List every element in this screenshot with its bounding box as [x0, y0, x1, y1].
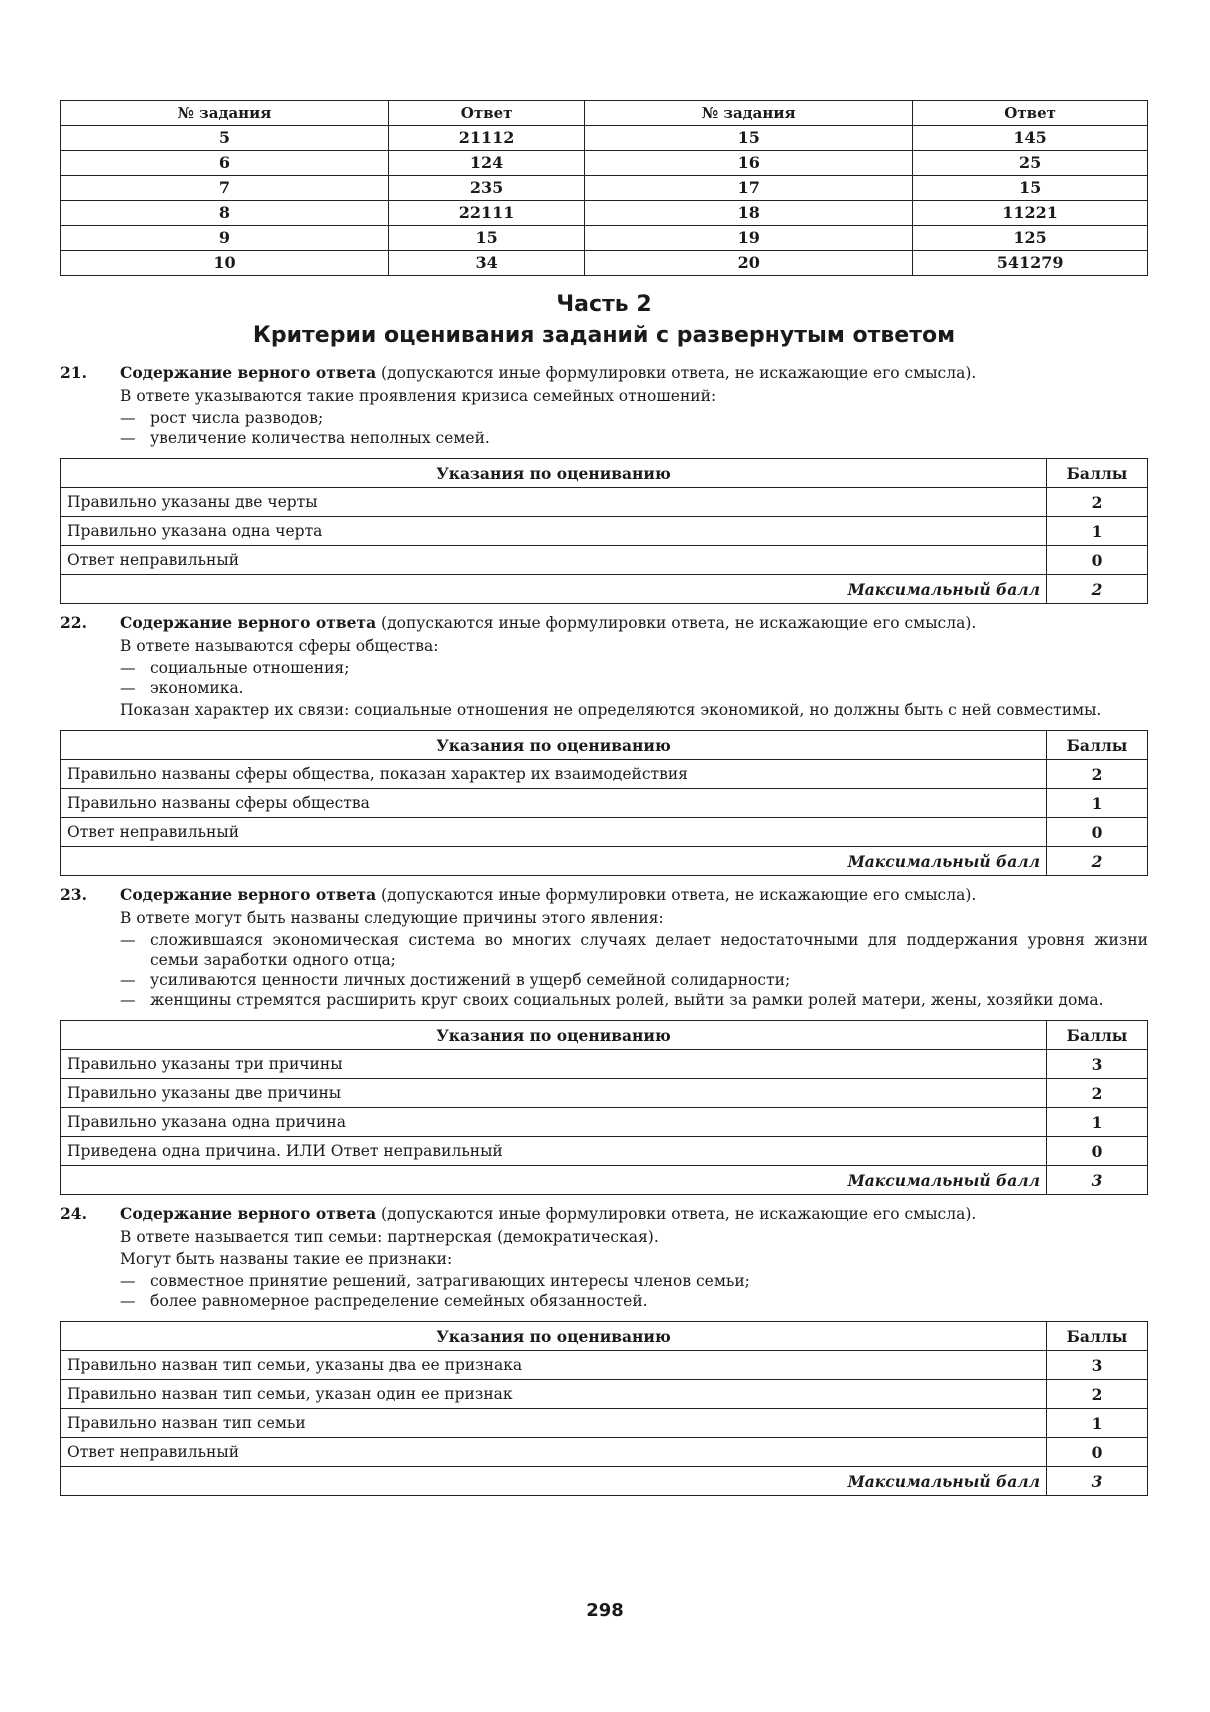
task-lead-rest: (допускаются иные формулировки ответа, не искажающие его смысла). — [376, 364, 977, 382]
task-intro: В ответе называются сферы общества: — [120, 637, 439, 655]
max-score-row: Максимальный балл 2 — [61, 847, 1148, 876]
table-row: Правильно назван тип семьи, указан один ее признак 2 — [61, 1380, 1148, 1409]
task-heading — [60, 884, 1148, 906]
cell: 10 — [61, 251, 389, 276]
cell: 5 — [61, 126, 389, 151]
points-header: Баллы — [1047, 1322, 1148, 1351]
points-header: Баллы — [1047, 731, 1148, 760]
task-heading — [60, 612, 1148, 634]
list-item: — женщины стремятся расширить круг своих социальных ролей, выйти за рамки ролей матери, жены, хозяйки дома. — [120, 991, 1104, 1009]
table-row — [61, 151, 1148, 176]
table-row — [61, 226, 1148, 251]
task-body — [120, 908, 1148, 1010]
max-score-row: Максимальный балл 3 — [61, 1166, 1148, 1195]
task-21 — [60, 362, 1148, 604]
table-row — [61, 201, 1148, 226]
task-lead: Содержание верного ответа — [120, 613, 377, 632]
list-item: — более равномерное распределение семейных обязанностей. — [120, 1292, 648, 1310]
task-heading — [60, 1203, 1148, 1225]
table-row: Правильно указана одна причина 1 — [61, 1108, 1148, 1137]
table-row: Правильно названы сферы общества, показан характер их взаимодействия 2 — [61, 760, 1148, 789]
list-item: — усиливаются ценности личных достижений в ущерб семейной солидарности; — [120, 971, 791, 989]
points-header: Баллы — [1047, 459, 1148, 488]
task-extra: Показан характер их связи: социальные отношения не определяются экономикой, но должны быть с ней совместимы. — [120, 701, 1102, 719]
table-row: Правильно названы сферы общества 1 — [61, 789, 1148, 818]
criteria-header: Указания по оцениванию — [61, 731, 1047, 760]
cell: 15 — [585, 126, 913, 151]
criteria-table — [60, 1321, 1148, 1496]
cell: 15 — [389, 226, 585, 251]
table-row: Приведена одна причина. ИЛИ Ответ неправильный 0 — [61, 1137, 1148, 1166]
header-task-number: № задания — [585, 101, 913, 126]
cell: 19 — [585, 226, 913, 251]
cell: 20 — [585, 251, 913, 276]
max-score-row: Максимальный балл 2 — [61, 575, 1148, 604]
task-lead: Содержание верного ответа — [120, 363, 377, 382]
table-row: Правильно указаны две черты 2 — [61, 488, 1148, 517]
table-row: Ответ неправильный 0 — [61, 546, 1148, 575]
task-intro: В ответе называется тип семьи: партнерская (демократическая). — [120, 1228, 659, 1246]
header-answer: Ответ — [389, 101, 585, 126]
cell: 7 — [61, 176, 389, 201]
header-task-number: № задания — [61, 101, 389, 126]
criteria-table — [60, 730, 1148, 876]
cell: 15 — [913, 176, 1148, 201]
task-heading — [60, 362, 1148, 384]
criteria-table — [60, 1020, 1148, 1195]
table-row: Правильно назван тип семьи, указаны два ее признака 3 — [61, 1351, 1148, 1380]
task-22 — [60, 612, 1148, 876]
task-number: 22. — [60, 613, 87, 632]
task-body — [120, 636, 1148, 720]
cell: 235 — [389, 176, 585, 201]
header-answer: Ответ — [913, 101, 1148, 126]
cell: 541279 — [913, 251, 1148, 276]
part-title: Часть 2 — [556, 292, 652, 317]
list-item: — социальные отношения; — [120, 659, 350, 677]
cell: 17 — [585, 176, 913, 201]
answers-table — [60, 100, 1148, 276]
criteria-header-row — [61, 731, 1148, 760]
list-item: — экономика. — [120, 679, 244, 697]
page-number: 298 — [586, 1600, 624, 1621]
task-number: 21. — [60, 363, 87, 382]
cell: 34 — [389, 251, 585, 276]
table-row: Правильно указаны две причины 2 — [61, 1079, 1148, 1108]
task-number: 23. — [60, 885, 87, 904]
cell: 16 — [585, 151, 913, 176]
table-row — [61, 126, 1148, 151]
part-subtitle: Критерии оценивания заданий с развернутым ответом — [252, 323, 956, 348]
page — [60, 100, 1148, 1504]
task-number: 24. — [60, 1204, 87, 1223]
cell: 145 — [913, 126, 1148, 151]
cell: 8 — [61, 201, 389, 226]
table-row: Ответ неправильный 0 — [61, 1438, 1148, 1467]
task-body — [120, 1227, 1148, 1311]
task-23 — [60, 884, 1148, 1195]
list-item: — рост числа разводов; — [120, 409, 324, 427]
task-body — [120, 386, 1148, 448]
points-header: Баллы — [1047, 1021, 1148, 1050]
task-24 — [60, 1203, 1148, 1496]
criteria-header-row — [61, 1322, 1148, 1351]
cell: 9 — [61, 226, 389, 251]
table-row: Правильно указаны три причины 3 — [61, 1050, 1148, 1079]
cell: 6 — [61, 151, 389, 176]
list-item: — увеличение количества неполных семей. — [120, 429, 490, 447]
cell: 124 — [389, 151, 585, 176]
cell: 25 — [913, 151, 1148, 176]
cell: 22111 — [389, 201, 585, 226]
table-row: Ответ неправильный 0 — [61, 818, 1148, 847]
task-lead: Содержание верного ответа — [120, 1204, 377, 1223]
table-row — [61, 251, 1148, 276]
criteria-header: Указания по оцениванию — [61, 1021, 1047, 1050]
cell: 125 — [913, 226, 1148, 251]
cell: 18 — [585, 201, 913, 226]
task-intro: В ответе указываются такие проявления кризиса семейных отношений: — [120, 387, 717, 405]
cell: 11221 — [913, 201, 1148, 226]
criteria-header: Указания по оцениванию — [61, 459, 1047, 488]
task-lead-rest: (допускаются иные формулировки ответа, не искажающие его смысла). — [376, 1205, 977, 1223]
answers-header-row — [61, 101, 1148, 126]
task-lead-rest: (допускаются иные формулировки ответа, не искажающие его смысла). — [376, 614, 977, 632]
cell: 21112 — [389, 126, 585, 151]
criteria-header-row — [61, 1021, 1148, 1050]
list-item: — совместное принятие решений, затрагивающих интересы членов семьи; — [120, 1272, 750, 1290]
max-score-row: Максимальный балл 3 — [61, 1467, 1148, 1496]
task-lead: Содержание верного ответа — [120, 885, 377, 904]
criteria-header-row — [61, 459, 1148, 488]
criteria-table — [60, 458, 1148, 604]
list-item: — сложившаяся экономическая система во многих случаях делает недостаточными для поддержания уровня жизни семьи заработки одного отца; — [120, 931, 1148, 969]
task-intro-2: Могут быть названы такие ее признаки: — [120, 1250, 453, 1268]
task-lead-rest: (допускаются иные формулировки ответа, не искажающие его смысла). — [376, 886, 977, 904]
table-row: Правильно назван тип семьи 1 — [61, 1409, 1148, 1438]
table-row: Правильно указана одна черта 1 — [61, 517, 1148, 546]
task-intro: В ответе могут быть названы следующие причины этого явления: — [120, 909, 664, 927]
table-row — [61, 176, 1148, 201]
criteria-header: Указания по оцениванию — [61, 1322, 1047, 1351]
